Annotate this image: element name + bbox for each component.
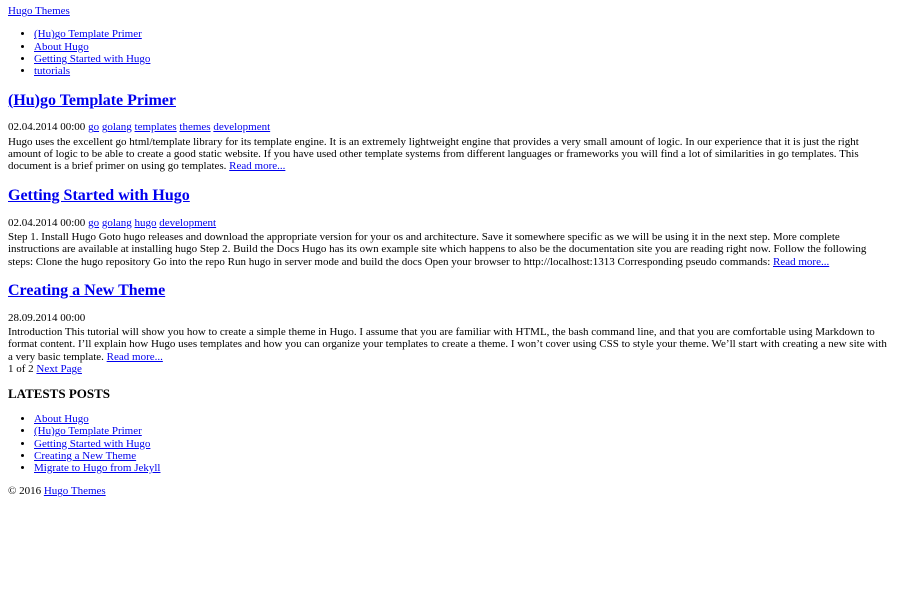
post-date: 28.09.2014 00:00	[8, 311, 86, 324]
page-position: 1 of 2	[8, 363, 34, 376]
latest-post-item	[34, 425, 892, 437]
post-tag-link[interactable]: golang	[101, 121, 132, 134]
post-title	[8, 187, 892, 205]
post-tag-link[interactable]: templates	[134, 121, 177, 134]
latest-posts-heading: LATESTS POSTS	[8, 386, 111, 402]
latest-post-link[interactable]: Creating a New Theme	[34, 449, 137, 462]
post-article	[8, 282, 892, 363]
nav-link-about-hugo[interactable]: About Hugo	[34, 40, 89, 53]
top-nav	[8, 28, 892, 77]
post-meta	[8, 217, 892, 229]
post-excerpt: Introduction This tutorial will show you how to create a simple theme in Hugo. I assume that you are familiar with HTML, the bash command line, and that you are comfortable using Markdown to format content. I’ll explain how Hugo uses templates and how you can organize your templates to create a theme. I won’t cover using CSS to style your theme. We’ll start with creating a new site with a very basic template.	[8, 326, 887, 363]
post-meta	[8, 312, 892, 324]
post-tag-link[interactable]: go	[88, 121, 100, 134]
post-tag-link[interactable]: development	[213, 121, 271, 134]
nav-item-tutorials	[34, 65, 892, 77]
latest-post-item	[34, 450, 892, 462]
page	[8, 5, 892, 498]
nav-link-template-primer[interactable]: (Hu)go Template Primer	[34, 28, 142, 41]
read-more-link[interactable]: Read more...	[106, 350, 163, 363]
post-tag-link[interactable]: hugo	[134, 216, 157, 229]
post-article	[8, 187, 892, 268]
nav-link-getting-started[interactable]: Getting Started with Hugo	[34, 52, 151, 65]
site-header	[8, 5, 892, 78]
post-title-link[interactable]: Getting Started with Hugo	[8, 186, 190, 204]
post-meta	[8, 121, 892, 133]
read-more-link[interactable]: Read more...	[229, 160, 286, 173]
post-excerpt-block	[8, 326, 892, 363]
pagination	[8, 363, 892, 375]
next-page-link[interactable]: Next Page	[36, 363, 82, 376]
post-date: 02.04.2014 00:00	[8, 121, 86, 134]
post-tag-link[interactable]: golang	[101, 216, 132, 229]
latest-post-link[interactable]: About Hugo	[34, 412, 89, 425]
nav-item-about-hugo	[34, 41, 892, 53]
site-title-link[interactable]: Hugo Themes	[8, 5, 70, 17]
latest-post-item	[34, 438, 892, 450]
footer-site-link[interactable]: Hugo Themes	[43, 485, 106, 498]
nav-item-getting-started	[34, 53, 892, 65]
nav-item-template-primer	[34, 28, 892, 40]
latest-post-link[interactable]: Migrate to Hugo from Jekyll	[34, 462, 161, 475]
read-more-link[interactable]: Read more...	[773, 255, 830, 268]
latest-post-link[interactable]: Getting Started with Hugo	[34, 437, 151, 450]
copyright-line	[8, 485, 892, 497]
site-footer	[8, 485, 892, 497]
post-excerpt: Hugo uses the excellent go html/template library for its template engine. It is an extremely lightweight engine that provides a very small amount of logic. In our experience that it is just the right amount of logic to be able to create a good static website. If you have used other template systems from different languages or frameworks you will find a lot of similarities in go templates. This document is a brief primer on using go templates.	[8, 135, 859, 173]
post-excerpt-block	[8, 136, 892, 173]
post-tag-link[interactable]: go	[88, 216, 100, 229]
post-date: 02.04.2014 00:00	[8, 216, 86, 229]
post-excerpt: Step 1. Install Hugo Goto hugo releases and download the appropriate version for your os and architecture. Save it somewhere specific as we will be using it in the next step. More complete instructions are available at installing hugo Step 2. Build the Docs Hugo has its own example site which happens to also be the documentation site you are reading right now. Follow the following steps: Clone the hugo repository Go into the repo Run hugo in server mode and build the docs Open your browser to http://localhost:1313 Corresponding pseudo commands:	[8, 230, 867, 268]
post-tag-link[interactable]: themes	[179, 121, 211, 134]
post-title-link[interactable]: (Hu)go Template Primer	[8, 91, 176, 109]
nav-link-tutorials[interactable]: tutorials	[34, 65, 71, 78]
post-title	[8, 92, 892, 110]
post-article	[8, 92, 892, 173]
post-list	[8, 92, 892, 475]
post-tag-link[interactable]: development	[159, 216, 217, 229]
latest-post-item	[34, 462, 892, 474]
latest-posts-section	[8, 387, 892, 474]
post-excerpt-block	[8, 231, 892, 268]
copyright-text: © 2016	[8, 485, 42, 498]
post-title	[8, 282, 892, 300]
latest-post-link[interactable]: (Hu)go Template Primer	[34, 425, 142, 438]
latest-posts-list	[8, 413, 892, 475]
latest-post-item	[34, 413, 892, 425]
post-title-link[interactable]: Creating a New Theme	[8, 281, 166, 299]
